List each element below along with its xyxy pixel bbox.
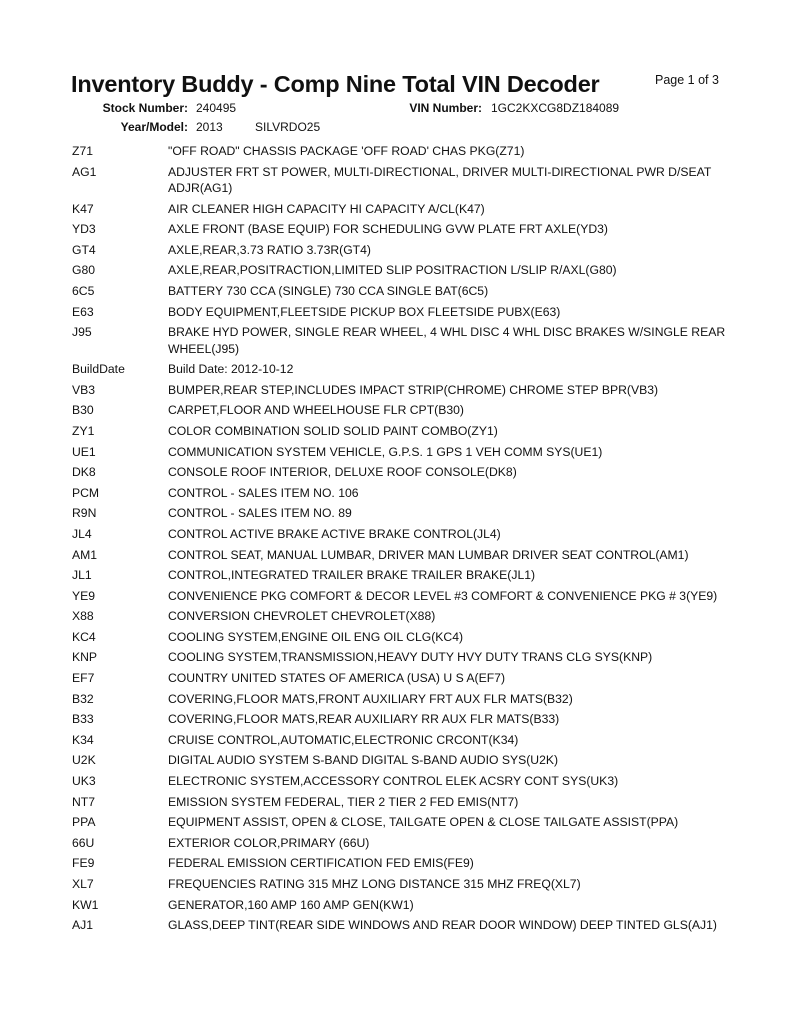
option-row xyxy=(72,608,742,629)
option-code: JL4 xyxy=(72,526,92,541)
option-code: XL7 xyxy=(72,877,94,891)
option-description: BATTERY 730 CCA (SINGLE) 730 CCA SINGLE BAT(6C5) xyxy=(168,283,489,298)
option-description: CONTROL ACTIVE BRAKE ACTIVE BRAKE CONTROL(JL4) xyxy=(168,526,501,541)
option-row xyxy=(72,324,742,361)
option-row xyxy=(72,143,742,164)
option-code: B33 xyxy=(72,712,94,727)
option-code: J95 xyxy=(72,325,92,340)
option-description: CONTROL SEAT, MANUAL LUMBAR, DRIVER MAN LUMBAR DRIVER SEAT CONTROL(AM1) xyxy=(168,547,689,562)
option-code: YE9 xyxy=(72,588,96,603)
option-description: COLOR COMBINATION SOLID SOLID PAINT COMBO(ZY1) xyxy=(168,423,498,438)
option-code: KNP xyxy=(72,650,98,665)
option-description: EMISSION SYSTEM FEDERAL, TIER 2 TIER 2 FED EMIS(NT7) xyxy=(168,794,519,809)
option-row xyxy=(72,794,742,815)
option-description: "OFF ROAD" CHASSIS PACKAGE 'OFF ROAD' CHAS PKG(Z71) xyxy=(168,144,525,158)
option-row xyxy=(72,711,742,732)
option-description: COMMUNICATION SYSTEM VEHICLE, G.P.S. 1 GPS 1 VEH COMM SYS(UE1) xyxy=(168,444,603,459)
option-code: GT4 xyxy=(72,242,96,257)
option-description: CRUISE CONTROL,AUTOMATIC,ELECTRONIC CRCONT(K34) xyxy=(168,732,519,747)
option-row xyxy=(72,917,742,938)
option-row xyxy=(72,547,742,568)
page-indicator: Page 1 of 3 xyxy=(655,73,719,87)
option-description: AIR CLEANER HIGH CAPACITY HI CAPACITY A/CL(K47) xyxy=(168,201,485,216)
model-value: SILVRDO25 xyxy=(255,120,321,134)
option-description: ADJUSTER FRT ST POWER, MULTI-DIRECTIONAL, DRIVER MULTI-DIRECTIONAL PWR D/SEAT ADJR(AG1) xyxy=(168,164,712,195)
option-description: COUNTRY UNITED STATES OF AMERICA (USA) U S A(EF7) xyxy=(168,671,506,686)
option-row xyxy=(72,897,742,918)
option-row xyxy=(72,221,742,242)
option-code: UK3 xyxy=(72,774,96,789)
year-value: 2013 xyxy=(196,120,223,134)
option-row xyxy=(72,691,742,712)
year-model-label: Year/Model: xyxy=(120,120,188,134)
option-code-list xyxy=(72,143,742,938)
option-description: GENERATOR,160 AMP 160 AMP GEN(KW1) xyxy=(168,897,414,912)
stock-number-value: 240495 xyxy=(196,101,237,115)
option-code: KC4 xyxy=(72,629,96,644)
option-code: UE1 xyxy=(72,444,96,459)
option-description: FREQUENCIES RATING 315 MHZ LONG DISTANCE 315 MHZ FREQ(XL7) xyxy=(168,877,581,891)
option-code: R9N xyxy=(72,506,97,521)
option-row xyxy=(72,835,742,856)
option-description: AXLE,REAR,3.73 RATIO 3.73R(GT4) xyxy=(168,242,371,257)
option-description: DIGITAL AUDIO SYSTEM S-BAND DIGITAL S-BAND AUDIO SYS(U2K) xyxy=(168,753,559,768)
option-code: EF7 xyxy=(72,671,95,686)
option-row xyxy=(72,588,742,609)
option-row xyxy=(72,382,742,403)
option-description: GLASS,DEEP TINT(REAR SIDE WINDOWS AND REAR DOOR WINDOW) DEEP TINTED GLS(AJ1) xyxy=(168,918,717,933)
option-row xyxy=(72,402,742,423)
option-code: Z71 xyxy=(72,144,94,158)
option-code: 66U xyxy=(72,835,95,850)
option-row xyxy=(72,649,742,670)
option-code: AG1 xyxy=(72,164,97,179)
option-row xyxy=(72,505,742,526)
option-code: YD3 xyxy=(72,222,96,237)
option-code: 6C5 xyxy=(72,283,95,298)
option-row xyxy=(72,283,742,304)
option-code: VB3 xyxy=(72,382,96,397)
option-description: COOLING SYSTEM,ENGINE OIL ENG OIL CLG(KC4) xyxy=(168,629,464,644)
option-row xyxy=(72,732,742,753)
option-row xyxy=(72,242,742,263)
option-row xyxy=(72,304,742,325)
option-code: PCM xyxy=(72,485,100,500)
option-row xyxy=(72,526,742,547)
option-description: COVERING,FLOOR MATS,FRONT AUXILIARY FRT AUX FLR MATS(B32) xyxy=(168,691,573,706)
option-code: ZY1 xyxy=(72,423,95,438)
vin-label: VIN Number: xyxy=(409,101,482,115)
option-code: E63 xyxy=(72,304,94,319)
option-code: BuildDate xyxy=(72,362,125,377)
option-description: BODY EQUIPMENT,FLEETSIDE PICKUP BOX FLEETSIDE PUBX(E63) xyxy=(168,304,561,319)
option-description: CARPET,FLOOR AND WHEELHOUSE FLR CPT(B30) xyxy=(168,403,464,418)
option-description: ELECTRONIC SYSTEM,ACCESSORY CONTROL ELEK ACSRY CONT SYS(UK3) xyxy=(168,774,619,789)
option-description: CONTROL,INTEGRATED TRAILER BRAKE TRAILER BRAKE(JL1) xyxy=(168,568,536,583)
option-code: AM1 xyxy=(72,547,98,562)
option-row xyxy=(72,201,742,222)
option-code: X88 xyxy=(72,609,94,624)
option-row xyxy=(72,262,742,283)
stock-number-label: Stock Number: xyxy=(102,101,188,115)
option-code: AJ1 xyxy=(72,918,94,933)
option-code: DK8 xyxy=(72,465,96,480)
option-row xyxy=(72,464,742,485)
option-row xyxy=(72,567,742,588)
option-row xyxy=(72,629,742,650)
option-row xyxy=(72,361,742,382)
option-row xyxy=(72,164,742,201)
option-description: EQUIPMENT ASSIST, OPEN & CLOSE, TAILGATE OPEN & CLOSE TAILGATE ASSIST(PPA) xyxy=(168,815,679,830)
option-description: AXLE,REAR,POSITRACTION,LIMITED SLIP POSITRACTION L/SLIP R/AXL(G80) xyxy=(168,263,617,278)
option-code: NT7 xyxy=(72,794,96,809)
option-description: CONSOLE ROOF INTERIOR, DELUXE ROOF CONSOLE(DK8) xyxy=(168,465,517,480)
option-row xyxy=(72,773,742,794)
option-description: COVERING,FLOOR MATS,REAR AUXILIARY RR AUX FLR MATS(B33) xyxy=(168,712,560,727)
option-description: CONTROL - SALES ITEM NO. 89 xyxy=(168,506,352,521)
option-row xyxy=(72,444,742,465)
option-code: G80 xyxy=(72,263,96,278)
option-description: CONVERSION CHEVROLET CHEVROLET(X88) xyxy=(168,609,436,624)
option-description: EXTERIOR COLOR,PRIMARY (66U) xyxy=(168,835,370,850)
option-description: AXLE FRONT (BASE EQUIP) FOR SCHEDULING GVW PLATE FRT AXLE(YD3) xyxy=(168,222,608,237)
option-description: CONVENIENCE PKG COMFORT & DECOR LEVEL #3 COMFORT & CONVENIENCE PKG # 3(YE9) xyxy=(168,588,718,603)
option-code: U2K xyxy=(72,753,96,768)
option-row xyxy=(72,485,742,506)
option-description: BUMPER,REAR STEP,INCLUDES IMPACT STRIP(CHROME) CHROME STEP BPR(VB3) xyxy=(168,382,659,397)
option-row xyxy=(72,876,742,897)
option-code: FE9 xyxy=(72,856,95,871)
option-code: JL1 xyxy=(72,568,92,583)
option-description: FEDERAL EMISSION CERTIFICATION FED EMIS(FE9) xyxy=(168,856,474,871)
option-description: Build Date: 2012-10-12 xyxy=(168,362,294,377)
option-row xyxy=(72,423,742,444)
vin-value: 1GC2KXCG8DZ184089 xyxy=(491,101,620,115)
option-code: B30 xyxy=(72,403,94,418)
option-code: K47 xyxy=(72,201,94,216)
option-row xyxy=(72,855,742,876)
page-title: Inventory Buddy - Comp Nine Total VIN Decoder xyxy=(71,71,600,97)
option-code: K34 xyxy=(72,732,94,747)
option-row xyxy=(72,670,742,691)
option-description: CONTROL - SALES ITEM NO. 106 xyxy=(168,485,359,500)
option-description: COOLING SYSTEM,TRANSMISSION,HEAVY DUTY HVY DUTY TRANS CLG SYS(KNP) xyxy=(168,650,653,665)
option-row xyxy=(72,752,742,773)
option-row xyxy=(72,814,742,835)
option-code: B32 xyxy=(72,691,94,706)
option-code: KW1 xyxy=(72,897,99,912)
option-description: BRAKE HYD POWER, SINGLE REAR WHEEL, 4 WHL DISC 4 WHL DISC BRAKES W/SINGLE REAR WHEEL(J95) xyxy=(168,325,726,356)
option-code: PPA xyxy=(72,815,96,830)
